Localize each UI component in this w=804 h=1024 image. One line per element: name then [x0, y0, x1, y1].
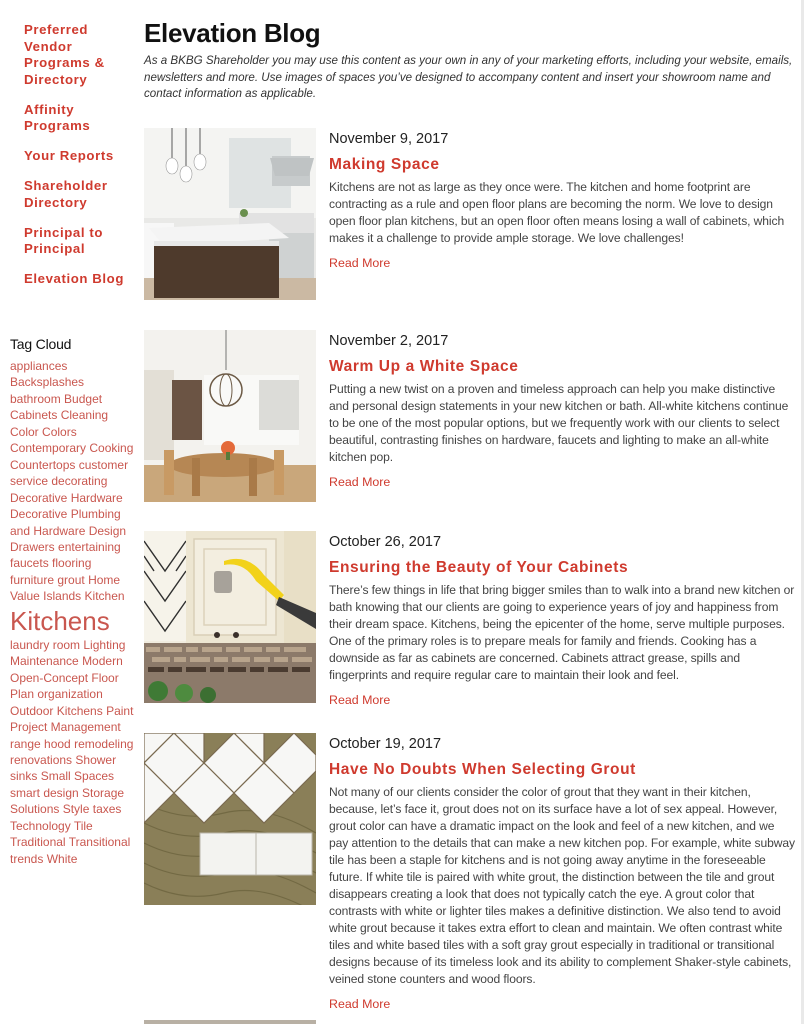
tag-link[interactable]: entertaining [58, 539, 121, 554]
tag-link[interactable]: appliances [10, 359, 68, 373]
post-body [329, 733, 795, 1013]
tag-link[interactable]: Islands [43, 589, 82, 604]
tag-link[interactable]: Decorative Plumbing and Hardware [10, 507, 121, 538]
post-title-link[interactable]: Ensuring the Beauty of Your Cabinets [329, 559, 629, 576]
post-thumbnail-tile-grout[interactable] [144, 733, 316, 905]
tag-link[interactable]: renovations [10, 752, 73, 767]
tag-link[interactable]: taxes [92, 802, 122, 817]
tag-link[interactable]: Lighting [83, 637, 126, 652]
tag-link[interactable]: Backsplashes [10, 375, 85, 390]
tag-link[interactable]: Design [88, 523, 127, 538]
post-date: October 19, 2017 [329, 736, 442, 752]
tag-link[interactable]: Traditional [10, 835, 66, 850]
post-date: October 26, 2017 [329, 534, 442, 550]
tag-link[interactable]: remodeling [74, 736, 134, 751]
tag-link[interactable]: laundry room [10, 637, 81, 652]
tag-link[interactable]: Budget [64, 391, 103, 406]
post-excerpt: Kitchens are not as large as they once were. The kitchen and home footprint are contracting as a rule and open floor plans are becoming the norm. We love to design open floor plan kitchens, but an open floor often means losing a wall of cabinets, which makes it a challenge to provide ample storage. We love challenges! [329, 180, 785, 245]
nav-item-shareholder-directory[interactable]: Shareholder Directory [24, 178, 108, 210]
post-excerpt: Not many of our clients consider the color of grout that they want in their kitchen, because, let’s face it, grout does not on its surface have a lot of sex appeal. However, grout color can have a dramatic impact on the look and feel of a new kitchen, and we pay attention to the details that can make a new kitchen pop. For example, white subway tile has been a staple for kitchens and is not going away anytime in the foreseeable future. If white tile is paired with white grout, the distinction between the tile and grout disappears creating a look that does not typically catch the eye. A grout color that contrasts with white or lighter tiles makes a definitive distinction. We also tend to avoid white grout because it takes extra effort to clean and maintain. We often contrast white tiles and white based tiles with a soft gray grout especially in traditional or transitional designs because of its timeless look and its ability to complement Shaker-style cabinets, veined stone counters and wood floors. [329, 785, 795, 986]
tag-link[interactable]: Tile [73, 818, 93, 833]
tag-link[interactable]: White [46, 851, 78, 866]
tag-link[interactable]: Paint [106, 703, 134, 718]
page-title: Elevation Blog [144, 18, 321, 48]
tag-link[interactable]: Countertops [10, 457, 76, 472]
post-body [329, 128, 795, 272]
tag-link[interactable]: Style [62, 802, 90, 817]
nav-item-affinity-programs[interactable]: Affinity Programs [24, 101, 91, 133]
tag-link[interactable]: Small Spaces [40, 769, 115, 784]
tag-link[interactable]: Outdoor Kitchens [10, 703, 103, 718]
post-thumbnail-cabinets[interactable] [144, 531, 316, 703]
tag-link[interactable]: decorating [51, 474, 108, 489]
post-excerpt: There’s few things in life that bring bigger smiles than to walk into a brand new kitchen or bath knowing that our clients are going to experience years of joy and happiness from their dream space. Kitchens, being the epicenter of the home, serve multiple purposes. One of the primary roles is to prepare meals for family and friends. Cooking has a downside as far as cabinets are concerned. Cabinets attract grease, spills and fingerprints and require regular care to maintain their look and feel. [329, 583, 795, 682]
post-thumbnail-kitchen[interactable] [144, 128, 316, 300]
tag-link[interactable]: Colors [42, 424, 77, 439]
main-header [144, 16, 794, 103]
post-title-link[interactable]: Warm Up a White Space [329, 358, 519, 375]
tag-link[interactable]: Open-Concept Floor Plan [10, 670, 119, 702]
tag-link[interactable]: Storage Solutions [10, 785, 125, 817]
tag-link[interactable]: Cabinets [10, 408, 58, 423]
tag-link[interactable]: Kitchen [84, 589, 125, 604]
tag-link[interactable]: Decorative Hardware [10, 490, 123, 505]
tag-link[interactable]: trends [10, 851, 44, 866]
next-post-thumbnail-edge [144, 1020, 316, 1024]
post-thumbnail-dining[interactable] [144, 330, 316, 502]
tag-link[interactable]: Maintenance [10, 654, 79, 669]
sidebar-nav [24, 22, 136, 301]
tag-link[interactable]: Contemporary [10, 441, 87, 456]
read-more-link[interactable]: Read More [329, 693, 391, 707]
tag-link[interactable]: Cooking [89, 441, 134, 456]
nav-item-preferred-vendor[interactable]: Preferred Vendor Programs & Directory [24, 22, 105, 87]
tag-link[interactable]: Cleaning [60, 408, 109, 423]
tag-link[interactable]: Modern [82, 654, 123, 669]
tag-link[interactable]: Shower [75, 752, 117, 767]
tag-link[interactable]: Project Management [10, 720, 121, 735]
nav-item-principal-to-principal[interactable]: Principal to Principal [24, 224, 104, 256]
nav-item-elevation-blog[interactable]: Elevation Blog [24, 271, 124, 286]
tag-link[interactable]: furniture [10, 572, 55, 587]
post-body [329, 330, 795, 491]
tag-link[interactable]: organization [37, 687, 103, 702]
tag-link[interactable]: Color [10, 424, 39, 439]
tag-link[interactable]: Drawers [10, 539, 55, 554]
tag-link[interactable]: faucets [10, 556, 49, 571]
tag-link[interactable]: grout [57, 572, 85, 587]
tag-link[interactable]: customer service [10, 457, 129, 489]
tag-link[interactable]: sinks [10, 769, 38, 784]
post-title-link[interactable]: Making Space [329, 156, 440, 173]
post-date: November 2, 2017 [329, 333, 449, 349]
read-more-link[interactable]: Read More [329, 997, 391, 1011]
tag-cloud [10, 336, 135, 867]
tag-link[interactable]: Home Value [10, 572, 121, 604]
post-title-link[interactable]: Have No Doubts When Selecting Grout [329, 761, 636, 778]
tag-link[interactable]: flooring [52, 556, 92, 571]
post-excerpt: Putting a new twist on a proven and timeless approach can help you make distinctive and personal design statements in your new kitchen or bath. All-white kitchens continue to be one of the most popular options, but we frequently work with our clients to select beautiful, contrasting finishes on hardware, faucets and lighting to make an all-white kitchen pop. [329, 382, 789, 464]
tag-link[interactable]: range hood [10, 736, 71, 751]
tag-cloud-title: Tag Cloud [10, 336, 72, 352]
tag-link[interactable]: Transitional [68, 835, 131, 850]
tag-link[interactable]: bathroom [10, 391, 61, 406]
post-date: November 9, 2017 [329, 131, 449, 147]
post-body [329, 531, 795, 709]
read-more-link[interactable]: Read More [329, 475, 391, 489]
page-intro: As a BKBG Shareholder you may use this content as your own in any of your marketing efforts, including your website, emails, newsletters and more. Use images of spaces you’ve designed to accompany content and insert your showroom name and contact information as applicable. [144, 54, 793, 100]
tag-list [10, 358, 135, 867]
tag-link-featured[interactable]: Kitchens [10, 605, 110, 636]
nav-item-your-reports[interactable]: Your Reports [24, 148, 114, 163]
read-more-link[interactable]: Read More [329, 256, 391, 270]
tag-link[interactable]: Technology [10, 818, 71, 833]
tag-link[interactable]: smart design [10, 785, 79, 800]
